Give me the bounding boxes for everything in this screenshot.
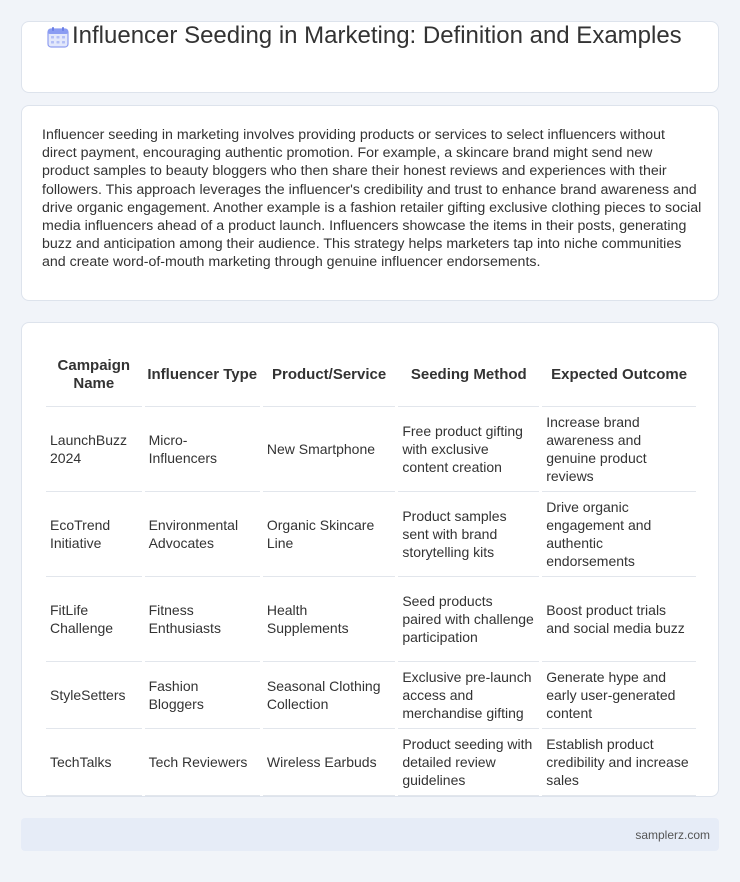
column-header: Campaign Name <box>46 343 142 407</box>
column-header: Seeding Method <box>398 343 539 407</box>
table-cell: TechTalks <box>46 729 142 796</box>
table-cell: Product seeding with detailed review guidelines <box>398 729 539 796</box>
table-cell: Fitness Enthusiasts <box>145 577 260 662</box>
campaign-table <box>43 343 699 796</box>
table-row <box>46 662 696 729</box>
table-cell: Tech Reviewers <box>145 729 260 796</box>
table-cell: New Smartphone <box>263 407 395 492</box>
column-header: Expected Outcome <box>542 343 696 407</box>
column-header: Influencer Type <box>145 343 260 407</box>
column-header: Product/Service <box>263 343 395 407</box>
table-row <box>46 492 696 577</box>
calendar-icon <box>46 25 70 49</box>
table-cell: Organic Skincare Line <box>263 492 395 577</box>
table-cell: Seasonal Clothing Collection <box>263 662 395 729</box>
table-cell: Product samples sent with brand storytelling kits <box>398 492 539 577</box>
table-cell: Drive organic engagement and authentic endorsements <box>542 492 696 577</box>
intro-card <box>21 105 719 301</box>
table-header-row <box>46 343 696 407</box>
table-cell: Wireless Earbuds <box>263 729 395 796</box>
table-cell: LaunchBuzz 2024 <box>46 407 142 492</box>
table-row <box>46 577 696 662</box>
table-cell: Free product gifting with exclusive content creation <box>398 407 539 492</box>
table-row <box>46 407 696 492</box>
table-cell: Establish product credibility and increase sales <box>542 729 696 796</box>
table-cell: Boost product trials and social media buzz <box>542 577 696 662</box>
table-card <box>21 322 719 797</box>
table-cell: Exclusive pre-launch access and merchandise gifting <box>398 662 539 729</box>
page-title: Influencer Seeding in Marketing: Definition and Examples <box>72 22 682 49</box>
table-cell: Environmental Advocates <box>145 492 260 577</box>
table-cell: Fashion Bloggers <box>145 662 260 729</box>
table-cell: EcoTrend Initiative <box>46 492 142 577</box>
table-cell: Increase brand awareness and genuine product reviews <box>542 407 696 492</box>
table-cell: FitLife Challenge <box>46 577 142 662</box>
table-cell: Generate hype and early user-generated content <box>542 662 696 729</box>
intro-paragraph: Influencer seeding in marketing involves providing products or services to select influencers without direct payment, encouraging authentic promotion. For example, a skincare brand might send new product samples to beauty bloggers who then share their honest reviews and experiences with their followers. This approach leverages the influencer's credibility and trust to enhance brand awareness and drive organic engagement. Another example is a fashion retailer gifting exclusive clothing pieces to social media influencers ahead of a product launch. Influencers showcase the items in their posts, generating buzz and anticipation among their audience. This strategy helps marketers tap into niche communities and create word-of-mouth marketing through genuine influencer endorsements. <box>42 127 702 271</box>
footer-source-link[interactable]: samplerz.com <box>635 828 710 842</box>
table-cell: Seed products paired with challenge participation <box>398 577 539 662</box>
table-cell: StyleSetters <box>46 662 142 729</box>
table-cell: Health Supplements <box>263 577 395 662</box>
table-row <box>46 729 696 796</box>
table-cell: Micro-Influencers <box>145 407 260 492</box>
footer-bar <box>21 818 719 851</box>
